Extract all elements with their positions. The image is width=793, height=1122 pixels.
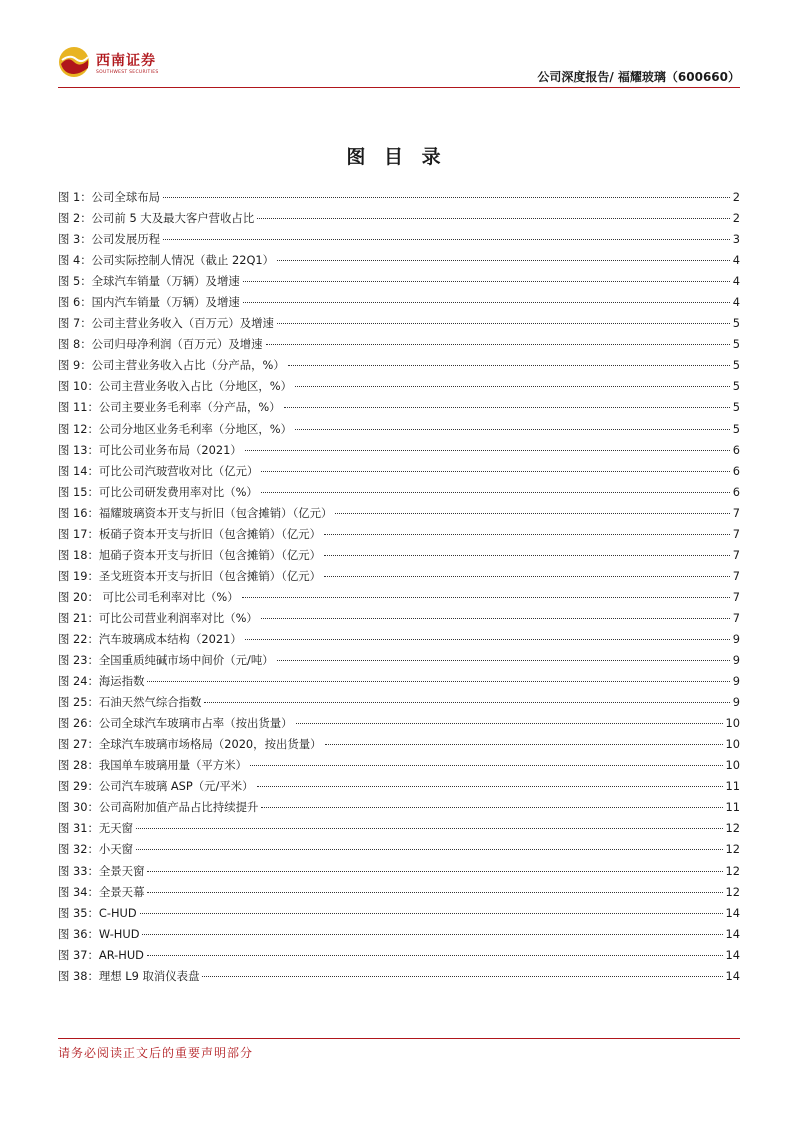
toc-entry-page: 2 xyxy=(732,190,740,204)
toc-entry-label: 图 1：公司全球布局 xyxy=(58,190,160,204)
toc-entry[interactable] xyxy=(58,650,740,671)
toc-entry-label: 图 25：石油天然气综合指数 xyxy=(58,695,202,710)
toc-entry-label: 图 11：公司主要业务毛利率（分产品，%） xyxy=(58,400,281,415)
toc-entry[interactable] xyxy=(58,334,740,355)
toc-leader-dots xyxy=(295,386,730,387)
toc-entry[interactable] xyxy=(58,797,740,818)
toc-entry-label: 图 37：AR-HUD xyxy=(58,947,144,962)
footer-disclaimer: 请务必阅读正文后的重要声明部分 xyxy=(58,1046,254,1060)
toc-entry-page: 9 xyxy=(732,695,740,710)
toc-entry-page: 9 xyxy=(732,653,740,668)
toc-leader-dots xyxy=(147,892,722,893)
toc-leader-dots xyxy=(202,976,722,977)
toc-leader-dots xyxy=(245,639,730,640)
toc-entry-label: 图 22：汽车玻璃成本结构（2021） xyxy=(58,631,242,646)
toc-leader-dots xyxy=(277,323,730,324)
toc-entry[interactable] xyxy=(58,671,740,692)
toc-entry-page: 14 xyxy=(725,968,740,983)
figure-index-list xyxy=(58,187,740,987)
toc-entry[interactable] xyxy=(58,440,740,461)
toc-entry-page: 11 xyxy=(725,779,740,794)
toc-entry-page: 7 xyxy=(732,568,740,583)
toc-entry-page: 10 xyxy=(725,716,740,731)
toc-entry-page: 12 xyxy=(725,884,740,899)
toc-entry[interactable] xyxy=(58,608,740,629)
toc-entry-label: 图 15：可比公司研发费用率对比（%） xyxy=(58,484,258,499)
toc-entry[interactable] xyxy=(58,713,740,734)
toc-entry-label: 图 35：C-HUD xyxy=(58,905,137,920)
toc-leader-dots xyxy=(335,513,729,514)
toc-entry-page: 14 xyxy=(725,947,740,962)
toc-leader-dots xyxy=(277,260,730,261)
toc-entry-label: 图 8：公司归母净利润（百万元）及增速 xyxy=(58,337,263,352)
toc-entry-label: 图 33：全景天窗 xyxy=(58,863,145,878)
toc-entry-label: 图 21：可比公司营业利润率对比（%） xyxy=(58,610,258,625)
toc-entry-label: 图 30：公司高附加值产品占比持续提升 xyxy=(58,800,259,815)
toc-entry[interactable] xyxy=(58,208,740,229)
toc-entry[interactable] xyxy=(58,503,740,524)
toc-entry[interactable] xyxy=(58,524,740,545)
toc-leader-dots xyxy=(142,934,722,935)
toc-entry-label: 图 9：公司主营业务收入占比（分产品，%） xyxy=(58,358,285,373)
toc-leader-dots xyxy=(140,913,723,914)
toc-entry-page: 12 xyxy=(725,863,740,878)
toc-entry[interactable] xyxy=(58,545,740,566)
toc-entry[interactable] xyxy=(58,861,740,882)
toc-entry-page: 7 xyxy=(732,610,740,625)
toc-leader-dots xyxy=(245,450,730,451)
toc-leader-dots xyxy=(261,492,730,493)
toc-entry[interactable] xyxy=(58,313,740,334)
toc-entry-page: 7 xyxy=(732,547,740,562)
toc-leader-dots xyxy=(257,786,723,787)
toc-entry-page: 7 xyxy=(732,526,740,541)
toc-entry[interactable] xyxy=(58,755,740,776)
toc-entry-page: 14 xyxy=(725,926,740,941)
toc-entry-label: 图 7：公司主营业务收入（百万元）及增速 xyxy=(58,316,274,331)
toc-leader-dots xyxy=(324,576,730,577)
toc-entry-page: 6 xyxy=(732,442,740,457)
toc-entry-page: 5 xyxy=(732,379,740,394)
toc-entry-label: 图 23：全国重质纯碱市场中间价（元/吨） xyxy=(58,653,274,668)
toc-entry-label: 图 12：公司分地区业务毛利率（分地区，%） xyxy=(58,421,292,436)
toc-entry-label: 图 3：公司发展历程 xyxy=(58,232,160,247)
toc-entry[interactable] xyxy=(58,966,740,987)
toc-entry-label: 图 19：圣戈班资本开支与折旧（包含摊销）（亿元） xyxy=(58,568,322,583)
toc-entry[interactable] xyxy=(58,461,740,482)
toc-entry[interactable] xyxy=(58,924,740,945)
toc-leader-dots xyxy=(136,828,722,829)
toc-entry-label: 图 36：W-HUD xyxy=(58,926,140,941)
toc-entry-page: 4 xyxy=(732,295,740,310)
toc-entry-page: 12 xyxy=(725,821,740,836)
toc-entry-label: 图 34：全景天幕 xyxy=(58,884,145,899)
toc-entry[interactable] xyxy=(58,818,740,839)
toc-leader-dots xyxy=(147,955,723,956)
toc-entry[interactable] xyxy=(58,629,740,650)
toc-leader-dots xyxy=(324,555,730,556)
footer-divider xyxy=(58,1038,740,1039)
toc-entry-page: 9 xyxy=(732,631,740,646)
report-label: 公司深度报告/ 福耀玻璃（600660） xyxy=(537,70,740,84)
toc-entry[interactable] xyxy=(58,187,740,208)
logo-english-name: SOUTHWEST SECURITIES xyxy=(96,70,159,75)
toc-leader-dots xyxy=(261,807,722,808)
toc-entry[interactable] xyxy=(58,419,740,440)
page-header xyxy=(58,44,740,88)
toc-entry-page: 4 xyxy=(732,253,740,268)
toc-entry-label: 图 38：理想 L9 取消仪表盘 xyxy=(58,968,200,983)
toc-entry-label: 图 16：福耀玻璃资本开支与折旧（包含摊销）（亿元） xyxy=(58,505,333,520)
toc-leader-dots xyxy=(261,471,729,472)
toc-entry[interactable] xyxy=(58,839,740,860)
toc-leader-dots xyxy=(325,744,723,745)
toc-entry-label: 图 2：公司前 5 大及最大客户营收占比 xyxy=(58,211,255,226)
toc-entry-label: 图 32：小天窗 xyxy=(58,842,134,857)
toc-entry-label: 图 31：无天窗 xyxy=(58,821,134,836)
toc-entry[interactable] xyxy=(58,776,740,797)
toc-entry-page: 4 xyxy=(732,274,740,289)
toc-leader-dots xyxy=(204,702,729,703)
toc-entry-label: 图 4：公司实际控制人情况（截止 22Q1） xyxy=(58,253,275,268)
toc-entry[interactable] xyxy=(58,355,740,376)
toc-entry[interactable] xyxy=(58,271,740,292)
toc-entry[interactable] xyxy=(58,587,740,608)
toc-entry[interactable] xyxy=(58,882,740,903)
toc-entry[interactable] xyxy=(58,566,740,587)
toc-leader-dots xyxy=(242,597,730,598)
toc-entry[interactable] xyxy=(58,376,740,397)
toc-entry[interactable] xyxy=(58,945,740,966)
toc-entry-page: 6 xyxy=(732,484,740,499)
toc-entry-page: 9 xyxy=(732,674,740,689)
toc-entry-label: 图 24：海运指数 xyxy=(58,674,145,689)
toc-entry[interactable] xyxy=(58,903,740,924)
toc-entry-label: 图 5：全球汽车销量（万辆）及增速 xyxy=(58,274,240,289)
page-title: 图 目 录 xyxy=(346,146,447,168)
toc-entry-page: 5 xyxy=(732,421,740,436)
toc-entry-page: 5 xyxy=(732,400,740,415)
toc-leader-dots xyxy=(324,534,730,535)
toc-entry-label: 图 10：公司主营业务收入占比（分地区，%） xyxy=(58,379,292,394)
toc-leader-dots xyxy=(261,618,730,619)
toc-entry[interactable] xyxy=(58,292,740,313)
toc-leader-dots xyxy=(163,239,730,240)
toc-entry[interactable] xyxy=(58,397,740,418)
toc-entry-label: 图 18：旭硝子资本开支与折旧（包含摊销）（亿元） xyxy=(58,547,322,562)
toc-entry-page: 5 xyxy=(732,337,740,352)
toc-entry-page: 12 xyxy=(725,842,740,857)
toc-entry-page: 5 xyxy=(732,316,740,331)
toc-entry-page: 3 xyxy=(732,232,740,247)
toc-entry-page: 11 xyxy=(725,800,740,815)
toc-entry[interactable] xyxy=(58,482,740,503)
toc-entry-page: 6 xyxy=(732,463,740,478)
toc-leader-dots xyxy=(243,302,730,303)
toc-entry-label: 图 6：国内汽车销量（万辆）及增速 xyxy=(58,295,240,310)
toc-entry-label: 图 17：板硝子资本开支与折旧（包含摊销）（亿元） xyxy=(58,526,322,541)
toc-entry-page: 7 xyxy=(732,589,740,604)
company-logo xyxy=(58,46,188,82)
toc-entry-label: 图 26：公司全球汽车玻璃市占率（按出货量） xyxy=(58,716,293,731)
toc-entry-page: 10 xyxy=(725,758,740,773)
toc-entry-label: 图 13：可比公司业务布局（2021） xyxy=(58,442,242,457)
toc-entry[interactable] xyxy=(58,734,740,755)
header-divider xyxy=(58,87,740,88)
toc-entry[interactable] xyxy=(58,229,740,250)
toc-entry-page: 10 xyxy=(725,737,740,752)
toc-leader-dots xyxy=(147,871,722,872)
toc-leader-dots xyxy=(257,218,730,219)
toc-leader-dots xyxy=(250,765,723,766)
toc-entry-page: 14 xyxy=(725,905,740,920)
toc-entry[interactable] xyxy=(58,692,740,713)
toc-entry-label: 图 29：公司汽车玻璃 ASP（元/平米） xyxy=(58,779,254,794)
toc-leader-dots xyxy=(288,365,730,366)
toc-entry-page: 5 xyxy=(732,358,740,373)
toc-leader-dots xyxy=(163,197,730,198)
toc-entry-label: 图 28：我国单车玻璃用量（平方米） xyxy=(58,758,247,773)
toc-entry-label: 图 14：可比公司汽玻营收对比（亿元） xyxy=(58,463,259,478)
toc-entry[interactable] xyxy=(58,250,740,271)
toc-entry-page: 2 xyxy=(732,211,740,226)
toc-entry-label: 图 27：全球汽车玻璃市场格局（2020，按出货量） xyxy=(58,737,322,752)
toc-leader-dots xyxy=(295,429,730,430)
toc-entry-label: 图 20： 可比公司毛利率对比（%） xyxy=(58,589,239,604)
toc-leader-dots xyxy=(147,681,729,682)
toc-leader-dots xyxy=(136,849,722,850)
toc-entry-page: 7 xyxy=(732,505,740,520)
toc-leader-dots xyxy=(266,344,730,345)
logo-chinese-name: 西南证券 xyxy=(96,53,156,69)
toc-leader-dots xyxy=(296,723,723,724)
logo-sun-icon xyxy=(58,46,90,78)
toc-leader-dots xyxy=(284,407,730,408)
toc-leader-dots xyxy=(243,281,730,282)
toc-leader-dots xyxy=(277,660,730,661)
